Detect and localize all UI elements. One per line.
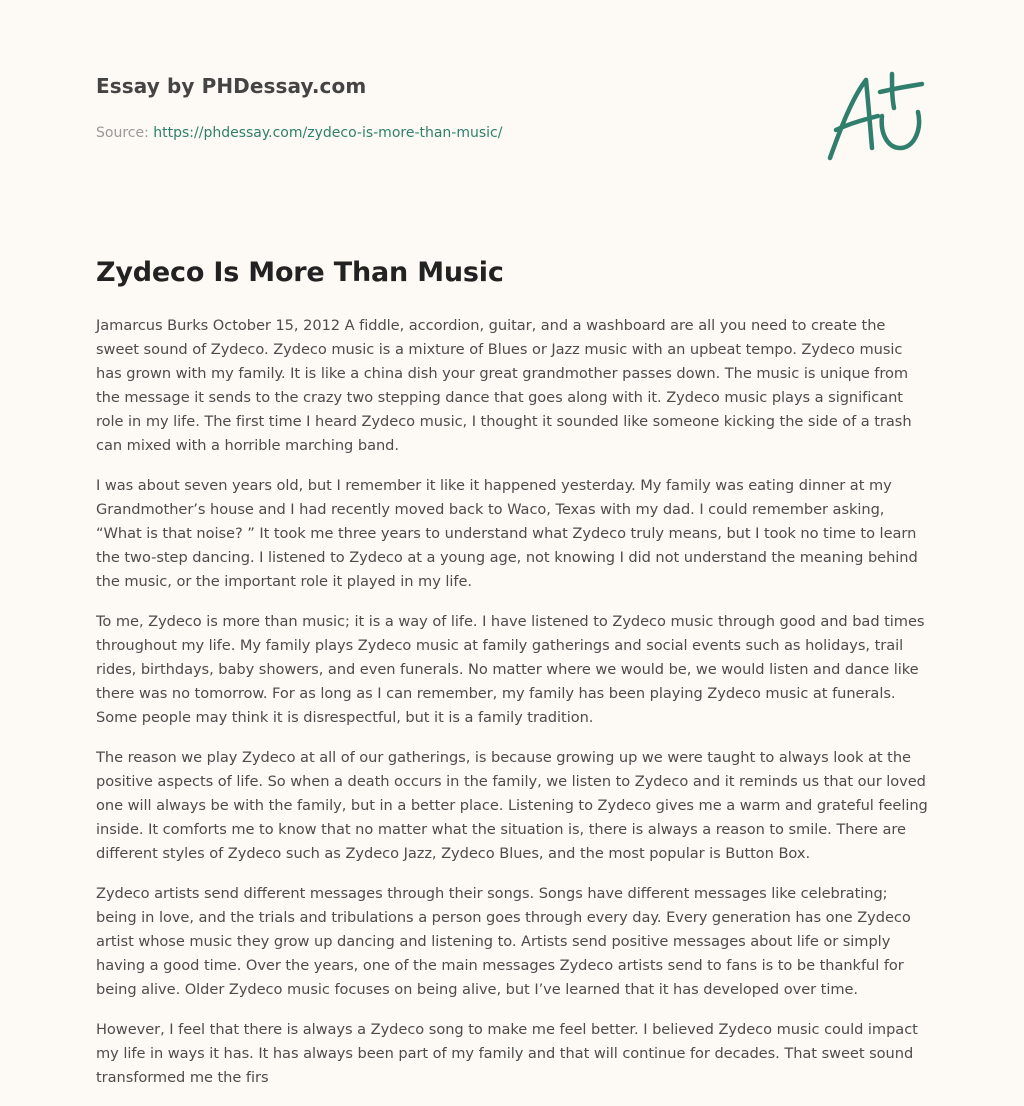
source-label: Source: <box>96 125 154 141</box>
source-line <box>96 125 502 141</box>
essay-title: Zydeco Is More Than Music <box>96 257 504 288</box>
essay-paragraph: To me, Zydeco is more than music; it is a way of life. I have listened to Zydeco music through good and bad times throughout my life. My family plays Zydeco music at family gatherings and social events such as holidays, trail rides, birthdays, baby showers, and even funerals. No matter where we would be, we would listen and dance like there was no tomorrow. For as long as I can remember, my family has been playing Zydeco music at funerals. Some people may think it is disrespectful, but it is a family tradition. <box>96 613 925 726</box>
essay-paragraph: I was about seven years old, but I remember it like it happened yesterday. My family was eating dinner at my Grandmother’s house and I had recently moved back to Waco, Texas with my dad. I could remember asking, “What is that noise? ” It took me three years to understand what Zydeco truly means, but I took no time to learn the two-step dancing. I listened to Zydeco at a young age, not knowing I did not understand the meaning behind the music, or the important role it played in my life. <box>96 477 918 590</box>
essay-body <box>96 314 930 1106</box>
page-header <box>96 74 928 141</box>
a-plus-logo-icon <box>822 68 926 164</box>
site-brand: Essay by PHDessay.com <box>96 74 367 98</box>
essay-paragraph: However, I feel that there is always a Zydeco song to make me feel better. I believed Zydeco music could impact my life in ways it has. It has always been part of my family and that will continue for decades. That sweet sound transformed me the firs <box>96 1021 918 1086</box>
essay-paragraph: The reason we play Zydeco at all of our gatherings, is because growing up we were taught to always look at the positive aspects of life. So when a death occurs in the family, we listen to Zydeco and it reminds us that our loved one will always be with the family, but in a better place. Listening to Zydeco gives me a warm and grateful feeling inside. It comforts me to know that no matter what the situation is, there is always a reason to smile. There are different styles of Zydeco such as Zydeco Jazz, Zydeco Blues, and the most popular is Button Box. <box>96 749 928 862</box>
essay-paragraph: Zydeco artists send different messages through their songs. Songs have different messages like celebrating; being in love, and the trials and tribulations a person goes through every day. Every generation has one Zydeco artist whose music they grow up dancing and listening to. Artists send positive messages about life or simply having a good time. Over the years, one of the main messages Zydeco artists send to fans is to be thankful for being alive. Older Zydeco music focuses on being alive, but I’ve learned that it has developed over time. <box>96 885 911 998</box>
essay-paragraph: Jamarcus Burks October 15, 2012 A fiddle, accordion, guitar, and a washboard are all you need to create the sweet sound of Zydeco. Zydeco music is a mixture of Blues or Jazz music with an upbeat tempo. Zydeco music has grown with my family. It is like a china dish your great grandmother passes down. The music is unique from the message it sends to the crazy two stepping dance that goes along with it. Zydeco music plays a significant role in my life. The first time I heard Zydeco music, I thought it sounded like someone kicking the side of a trash can mixed with a horrible marching band. <box>96 317 912 454</box>
source-link[interactable]: https://phdessay.com/zydeco-is-more-than-music/ <box>153 125 503 141</box>
